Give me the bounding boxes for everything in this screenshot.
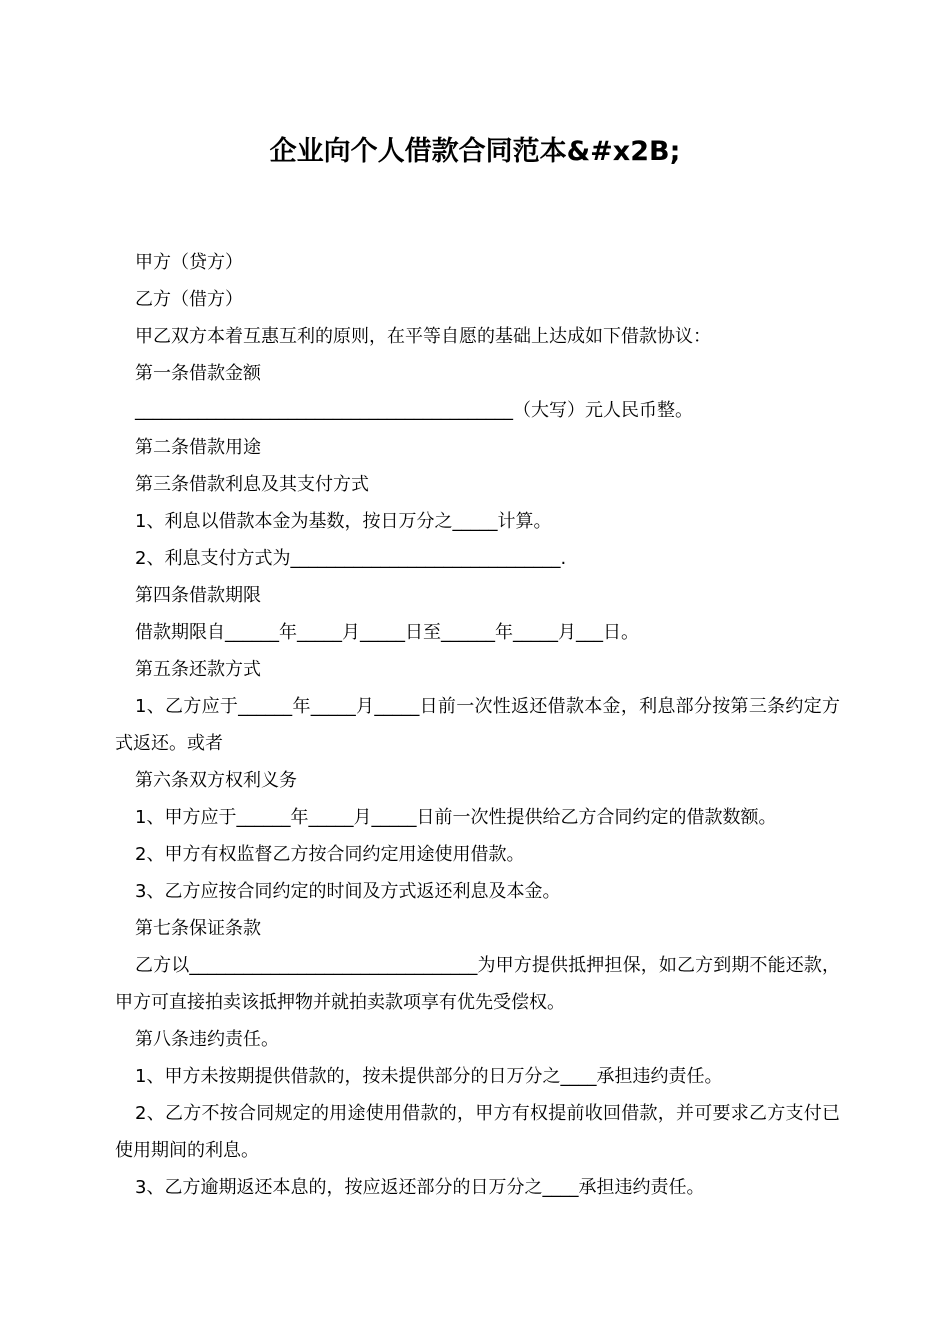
document-title: 企业向个人借款合同范本&#x2B; xyxy=(269,136,681,167)
article-6-item-3: 3、乙方应按合同约定的时间及方式返还利息及本金。 xyxy=(135,881,561,902)
article-7-guarantee: 乙方以________________________________为甲方提供抵押担保，如乙方到期不能还款，甲方可直接拍卖该抵押物并就拍卖款项享有优先受偿权。 xyxy=(115,955,840,1013)
paragraph-preamble: 甲乙双方本着互惠互利的原则，在平等自愿的基础上达成如下借款协议： xyxy=(135,326,711,347)
article-3-item-1: 1、利息以借款本金为基数，按日万分之_____计算。 xyxy=(135,511,552,532)
article-8-heading: 第八条违约责任。 xyxy=(135,1029,279,1050)
article-1-amount: __________________________________________（大写）元人民币整。 xyxy=(135,400,693,421)
article-8-item-3: 3、乙方逾期返还本息的，按应返还部分的日万分之____承担违约责任。 xyxy=(135,1177,705,1198)
article-6-heading: 第六条双方权利义务 xyxy=(135,770,297,791)
article-8-item-1: 1、甲方未按期提供借款的，按未提供部分的日万分之____承担违约责任。 xyxy=(135,1066,723,1087)
article-4-term: 借款期限自______年_____月_____日至______年_____月___日。 xyxy=(135,622,639,643)
document-body xyxy=(115,244,840,1206)
article-8-item-2: 2、乙方不按合同规定的用途使用借款的，甲方有权提前收回借款，并可要求乙方支付已使用期间的利息。 xyxy=(115,1103,840,1161)
article-5-heading: 第五条还款方式 xyxy=(135,659,261,680)
article-3-item-2: 2、利息支付方式为______________________________. xyxy=(135,548,567,569)
article-1-heading: 第一条借款金额 xyxy=(135,363,261,384)
article-6-item-1: 1、甲方应于______年_____月_____日前一次性提供给乙方合同约定的借款数额。 xyxy=(135,807,777,828)
article-4-heading: 第四条借款期限 xyxy=(135,585,261,606)
paragraph-party-b: 乙方（借方） xyxy=(135,289,243,310)
article-3-heading: 第三条借款利息及其支付方式 xyxy=(135,474,369,495)
article-6-item-2: 2、甲方有权监督乙方按合同约定用途使用借款。 xyxy=(135,844,525,865)
article-5-item-1: 1、乙方应于______年_____月_____日前一次性返还借款本金，利息部分按第三条约定方式返还。或者 xyxy=(115,696,840,754)
article-7-heading: 第七条保证条款 xyxy=(135,918,261,939)
article-2-heading: 第二条借款用途 xyxy=(135,437,261,458)
paragraph-party-a: 甲方（贷方） xyxy=(135,252,243,273)
